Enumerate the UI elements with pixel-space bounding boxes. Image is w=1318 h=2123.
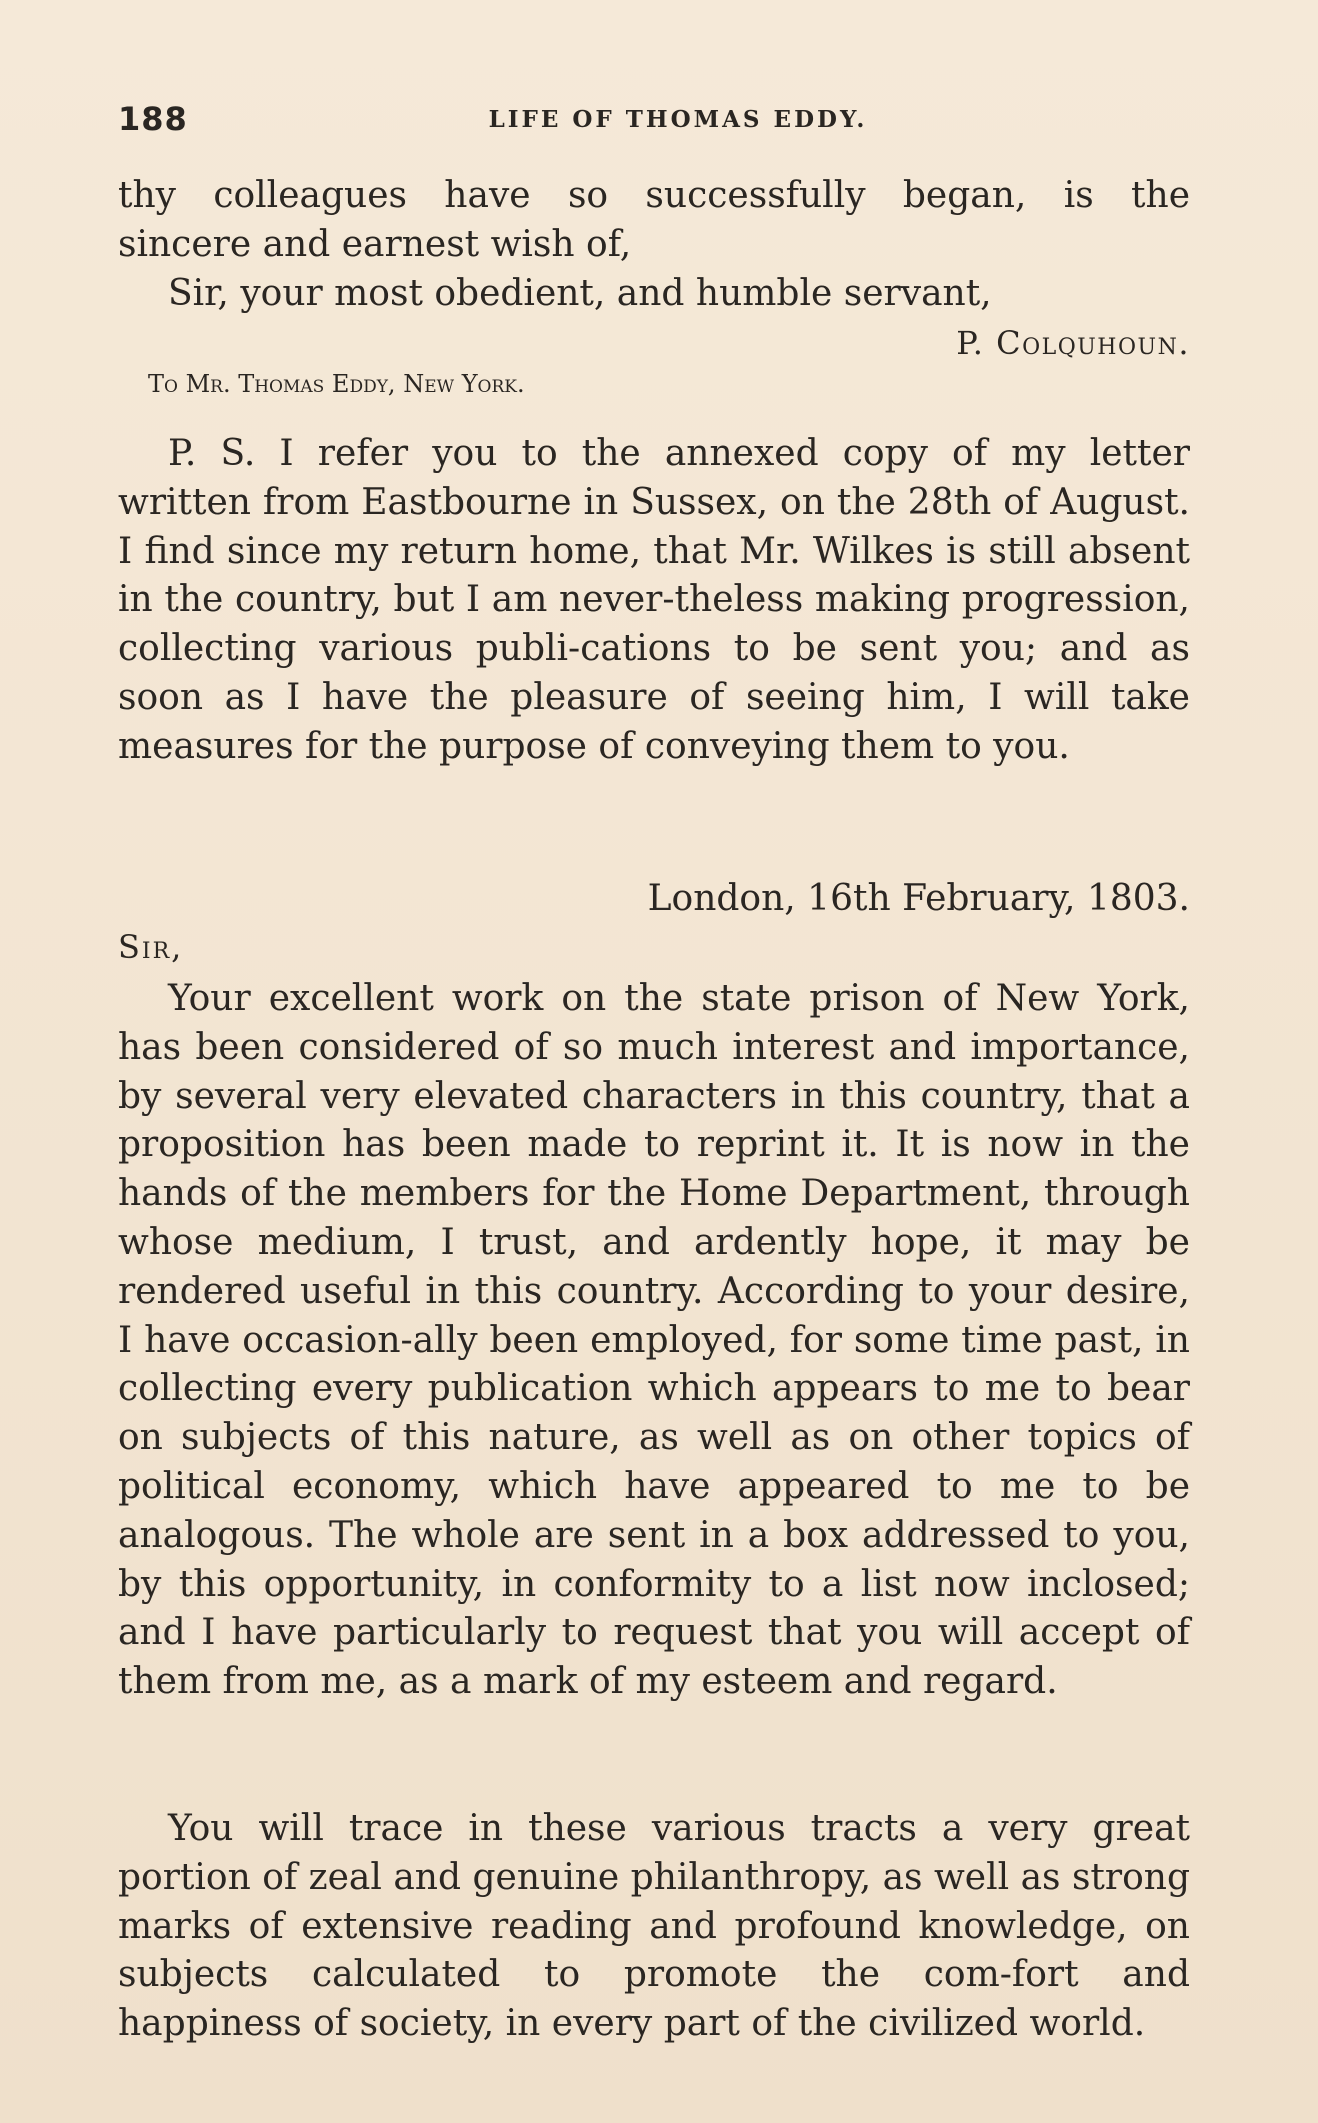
postscript: P. S. I refer you to the annexed copy of my letter written from Eastbourne in Sussex, on the 28th of August. I find since my return home, that Mr. Wilkes is still absent in the country, but I am never-theless making progression, collecting various publi-cations to be sent you; and as soon as I have the pleasure of seeing him, I will take measures for the purpose of conveying them to you. <box>118 433 1190 767</box>
closing-line-1: thy colleagues have so successfully began, is the <box>118 175 1190 216</box>
page-number: 188 <box>118 100 188 138</box>
page-header <box>118 100 1198 140</box>
valediction: Sir, your most obedient, and humble servant, <box>168 273 992 314</box>
signature: P. Colquhoun. <box>956 324 1190 362</box>
letter-paragraph-2: You will trace in these various tracts a very great portion of zeal and genuine philanthropy, as well as strong marks of extensive reading and profound knowledge, on subjects calculated to promote the com-fort and happiness of society, in every part of the civilized world. <box>118 1808 1190 2045</box>
running-head: LIFE OF THOMAS EDDY. <box>488 106 868 133</box>
closing-line-2: sincere and earnest wish of, <box>118 224 632 265</box>
letter-paragraph-1: Your excellent work on the state prison of New York, has been considered of so much interest and importance, by several very elevated characters in this country, that a proposition has been made to reprint it. It is now in the hands of the members for the Home Department, through whose medium, I trust, and ardently hope, it may be rendered useful in this country. According to your desire, I have occasion-ally been employed, for some time past, in collecting every publication which appears to me to bear on subjects of this nature, as well as on other topics of political economy, which have appeared to me to be analogous. The whole are sent in a box addressed to you, by this opportunity, in conformity to a list now inclosed; and I have particularly to request that you will accept of them from me, as a mark of my esteem and regard. <box>118 978 1190 1703</box>
salutation: Sir, <box>118 928 184 966</box>
dateline: London, 16th February, 1803. <box>647 878 1190 919</box>
letter-address: To Mr. Thomas Eddy, New York. <box>148 370 525 398</box>
